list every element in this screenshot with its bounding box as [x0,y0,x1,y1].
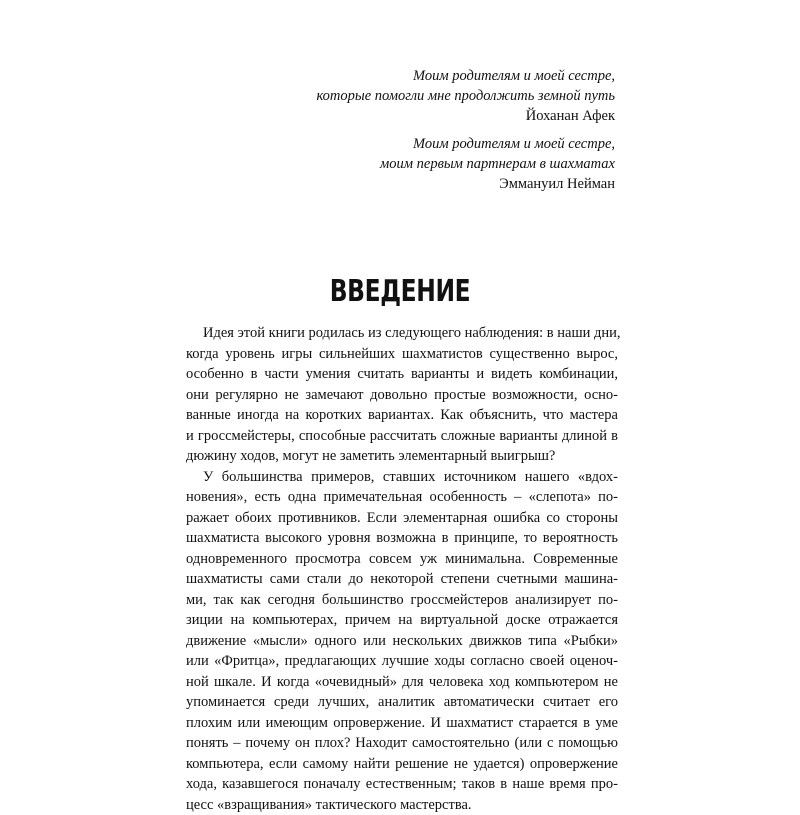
text-line: ми, так как сегодня большинство гроссмейстеров анализирует по- [186,590,618,611]
text-line: новения», есть одна примечательная особенность – «слепота» по- [186,487,618,508]
text-line: ной шкале. И когда «очевидный» для человека ход компьютером не [186,672,618,693]
text-line: ражает обоих противников. Если элементарная ошибка со стороны [186,508,618,529]
text-line: и гроссмейстеры, способные рассчитать сложные варианты длиной в [186,426,618,447]
text-line: шахматисты сами стали до некоторой степени счетными машина- [186,569,618,590]
dedication-line: Моим родителям и моей сестре, [316,66,615,86]
text-line: движение «мысли» одного или нескольких движков типа «Рыбки» [186,631,618,652]
text-line: особенно в части умения считать варианты и видеть комбинации, [186,364,618,385]
text-line: шахматиста высокого уровня возможна в принципе, то вероятность [186,528,618,549]
text-line: упоминается среди лучших, аналитик автоматически считает его [186,692,618,713]
dedication-author: Эммануил Нейман [380,174,615,194]
text-line: компьютера, если самому найти решение не удается) опровержение [186,754,618,775]
body-text [186,323,618,815]
dedication-afek [316,66,615,126]
text-line: Идея этой книги родилась из следующего наблюдения: в наши дни, [186,323,618,344]
text-line: одновременного просмотра совсем уж минимальна. Современные [186,549,618,570]
text-line: ванные иногда на коротких вариантах. Как объяснить, что мастера [186,405,618,426]
dedication-line: моим первым партнерам в шахматах [380,154,615,174]
text-line: или «Фритца», предлагающих лучшие ходы согласно своей оценоч- [186,651,618,672]
text-line: они регулярно не замечают довольно простые возможности, осно- [186,385,618,406]
chapter-title: ВВЕДЕНИЕ [232,272,567,312]
paragraph-2 [186,467,618,815]
text-line: хода, казавшегося поначалу естественным; таков в наше время про- [186,774,618,795]
text-line: цесс «взращивания» тактического мастерства. [186,795,618,815]
text-line: У большинства примеров, ставших источником нашего «вдох- [186,467,618,488]
paragraph-1 [186,323,618,467]
dedication-author: Йоханан Афек [316,106,615,126]
dedication-line: которые помогли мне продолжить земной путь [316,86,615,106]
dedication-line: Моим родителям и моей сестре, [380,134,615,154]
text-line: зиции на компьютерах, причем на виртуальной доске отражается [186,610,618,631]
dedication-neiman [380,134,615,194]
text-line: понять – почему он плох? Находит самостоятельно (или с помощью [186,733,618,754]
text-line: плохим или имеющим опровержение. И шахматист старается в уме [186,713,618,734]
text-line: дюжину ходов, могут не заметить элементарный выигрыш? [186,446,618,467]
text-line: когда уровень игры сильнейших шахматистов существенно вырос, [186,344,618,365]
